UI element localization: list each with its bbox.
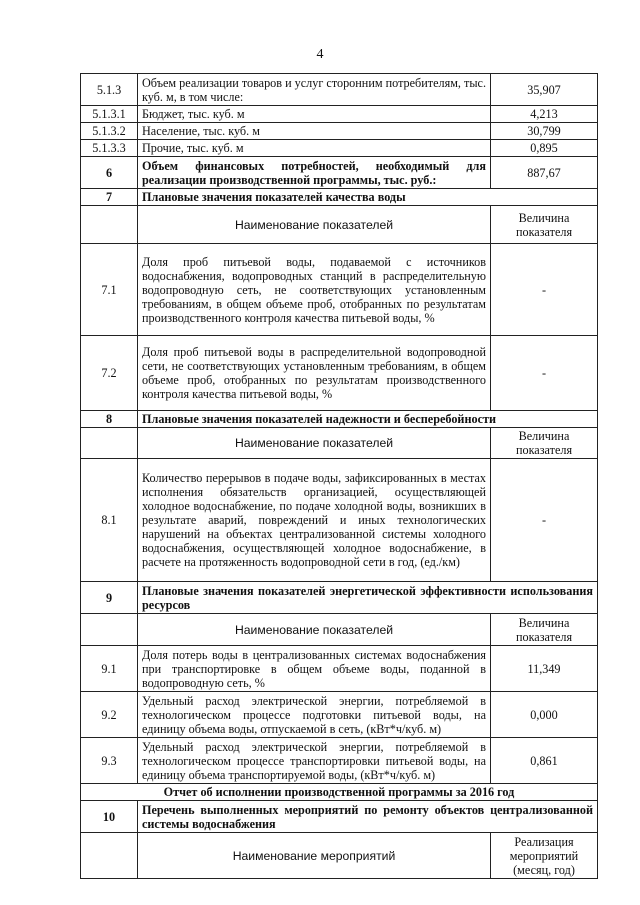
row-text: Доля проб питьевой воды, подаваемой с источников водоснабжения, водопроводных станций в распределительную водопроводную сеть, не соответствующих установленным требованиям, в общем объеме проб, отобранных по результатам производственного контроля качества питьевой воды, %	[138, 244, 491, 336]
empty-cell	[81, 614, 138, 646]
section-number: 8	[81, 411, 138, 428]
row-value: 30,799	[491, 123, 598, 140]
section-title: Плановые значения показателей надежности и бесперебойности	[138, 411, 598, 428]
section-header-row	[81, 189, 598, 206]
column-header-value: Величина показателя	[491, 614, 598, 646]
column-header-value: Величина показателя	[491, 206, 598, 244]
section-number: 9	[81, 582, 138, 614]
row-number: 5.1.3.2	[81, 123, 138, 140]
table-row	[81, 123, 598, 140]
column-header-row	[81, 833, 598, 879]
section-header-row	[81, 411, 598, 428]
row-text: Доля потерь воды в централизованных системах водоснабжения при транспортировке в общем объеме воды, поданной в водопроводную сеть, %	[138, 646, 491, 692]
report-title-row	[81, 784, 598, 801]
report-title: Отчет об исполнении производственной программы за 2016 год	[81, 784, 598, 801]
row-value: -	[491, 244, 598, 336]
column-header-row	[81, 428, 598, 459]
row-number: 7.2	[81, 336, 138, 411]
table-row	[81, 74, 598, 106]
column-header-value: Реализация мероприятий (месяц, год)	[491, 833, 598, 879]
column-header-row	[81, 614, 598, 646]
row-value: 11,349	[491, 646, 598, 692]
table-row	[81, 140, 598, 157]
section-number: 10	[81, 801, 138, 833]
table-row	[81, 157, 598, 189]
column-header-value: Величина показателя	[491, 428, 598, 459]
row-number: 6	[81, 157, 138, 189]
row-number: 8.1	[81, 459, 138, 582]
table-row	[81, 106, 598, 123]
table-row	[81, 336, 598, 411]
row-text: Население, тыс. куб. м	[138, 123, 491, 140]
row-value: 4,213	[491, 106, 598, 123]
section-header-row	[81, 801, 598, 833]
row-value: 0,000	[491, 692, 598, 738]
row-number: 5.1.3.1	[81, 106, 138, 123]
section-title: Плановые значения показателей энергетической эффективности использования ресурсов	[138, 582, 598, 614]
column-header-row	[81, 206, 598, 244]
table-row	[81, 738, 598, 784]
section-title: Перечень выполненных мероприятий по ремонту объектов централизованной системы водоснабжения	[138, 801, 598, 833]
row-value: -	[491, 459, 598, 582]
page-number: 4	[316, 47, 324, 62]
row-number: 5.1.3.3	[81, 140, 138, 157]
column-header-name: Наименование показателей	[138, 428, 491, 459]
row-value: 35,907	[491, 74, 598, 106]
empty-cell	[81, 206, 138, 244]
row-number: 9.1	[81, 646, 138, 692]
empty-cell	[81, 428, 138, 459]
row-number: 9.2	[81, 692, 138, 738]
row-text: Удельный расход электрической энергии, потребляемой в технологическом процессе подготовки питьевой воды, на единицу объема воды, отпускаемой в сеть, (кВт*ч/куб. м)	[138, 692, 491, 738]
column-header-name: Наименование мероприятий	[138, 833, 491, 879]
column-header-name: Наименование показателей	[138, 614, 491, 646]
row-text: Прочие, тыс. куб. м	[138, 140, 491, 157]
row-text: Бюджет, тыс. куб. м	[138, 106, 491, 123]
row-value: -	[491, 336, 598, 411]
section-title: Плановые значения показателей качества воды	[138, 189, 598, 206]
row-text: Количество перерывов в подаче воды, зафиксированных в местах исполнения обязательств организацией, осуществляющей холодное водоснабжение, по подаче холодной воды, возникших в результате аварий, повреждений и иных технологических нарушений на объектах централизованной системы холодного водоснабжения, осуществляющей холодное водоснабжение, в расчете на протяженность водопроводной сети в год, (ед./км)	[138, 459, 491, 582]
row-number: 5.1.3	[81, 74, 138, 106]
column-header-name: Наименование показателей	[138, 206, 491, 244]
table-row	[81, 459, 598, 582]
section-header-row	[81, 582, 598, 614]
table-row	[81, 692, 598, 738]
section-number: 7	[81, 189, 138, 206]
empty-cell	[81, 833, 138, 879]
row-text: Удельный расход электрической энергии, потребляемой в технологическом процессе транспортировки питьевой воды, на единицу объема транспортируемой воды, (кВт*ч/куб. м)	[138, 738, 491, 784]
production-program-table	[80, 73, 598, 879]
row-value: 887,67	[491, 157, 598, 189]
row-number: 9.3	[81, 738, 138, 784]
row-text: Объем финансовых потребностей, необходимый для реализации производственной программы, тыс. руб.:	[138, 157, 491, 189]
table-row	[81, 646, 598, 692]
row-value: 0,861	[491, 738, 598, 784]
row-number: 7.1	[81, 244, 138, 336]
row-text: Доля проб питьевой воды в распределительной водопроводной сети, не соответствующих установленным требованиям, в общем объеме проб, отобранных по результатам производственного контроля качества питьевой воды, %	[138, 336, 491, 411]
row-value: 0,895	[491, 140, 598, 157]
table-row	[81, 244, 598, 336]
row-text: Объем реализации товаров и услуг сторонним потребителям, тыс. куб. м, в том числе:	[138, 74, 491, 106]
